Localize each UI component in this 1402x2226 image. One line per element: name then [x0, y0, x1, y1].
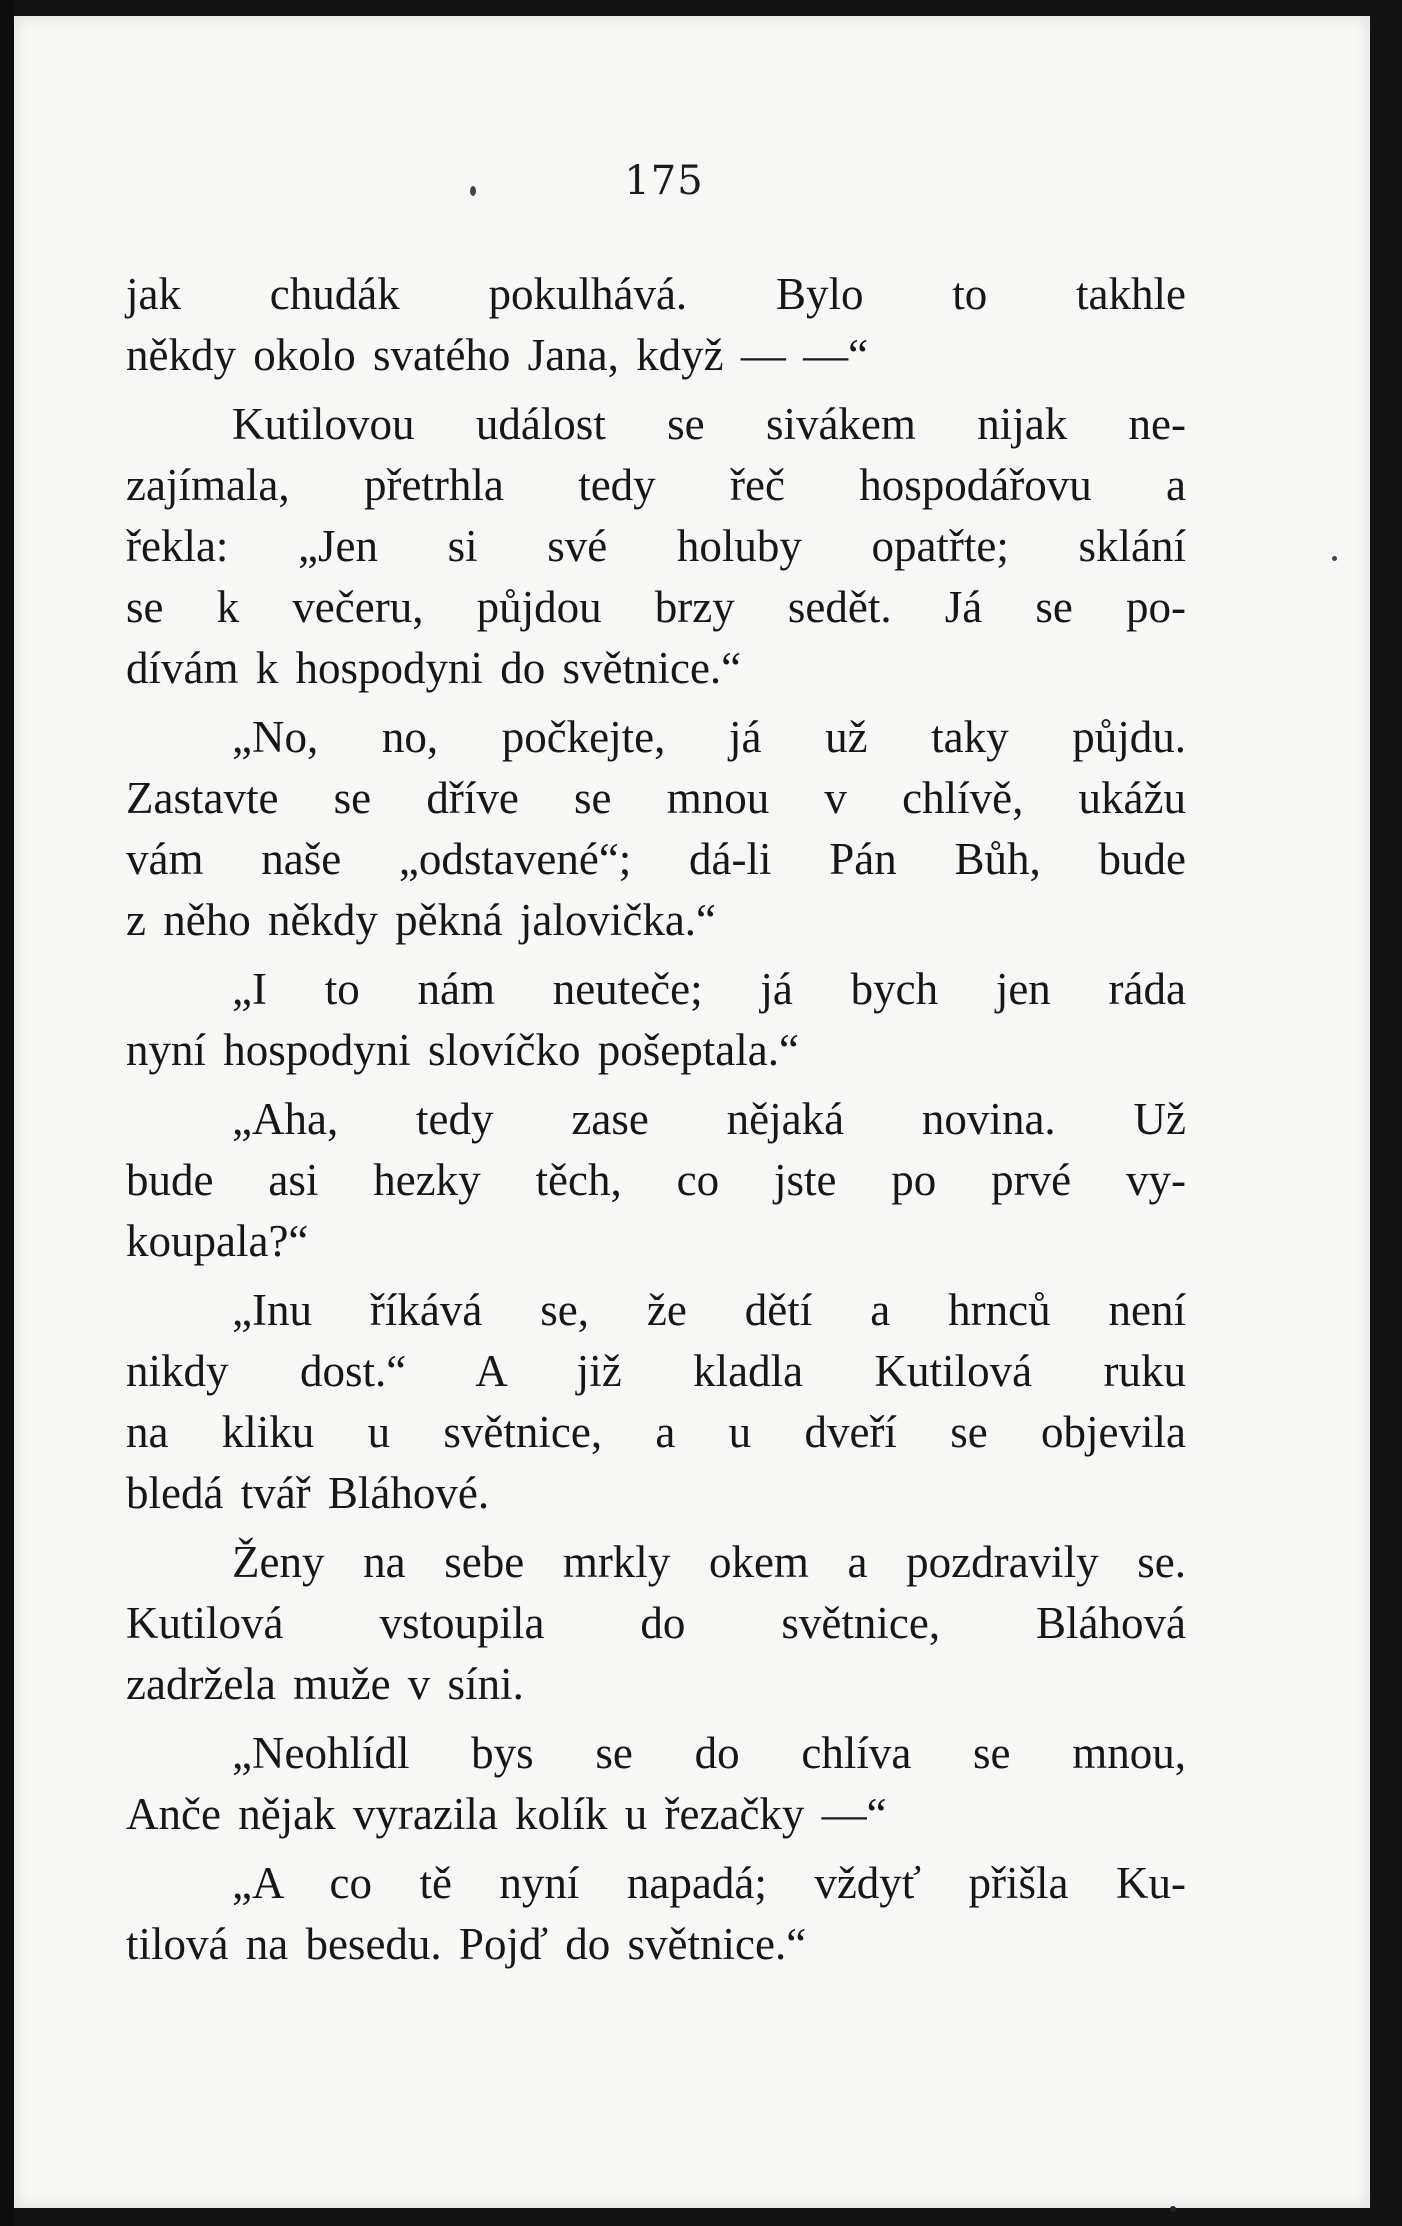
paper-speck — [1332, 556, 1337, 561]
body-text — [126, 264, 1186, 1983]
text-line: bude asi hezky těch, co jste po prvé vy- — [126, 1155, 1186, 1205]
text-line: „I to nám neuteče; já bych jen ráda — [232, 964, 1186, 1014]
text-line: koupala?“ — [126, 1216, 309, 1266]
paragraph — [126, 1853, 1186, 1975]
text-line: Ženy na sebe mrkly okem a pozdravily se. — [232, 1537, 1186, 1587]
text-line: nikdy dost.“ A již kladla Kutilová ruku — [126, 1346, 1186, 1396]
paragraph — [126, 707, 1186, 951]
text-line: vám naše „odstavené“; dá-li Pán Bůh, bude — [126, 834, 1186, 884]
paper-speck — [470, 186, 476, 196]
text-line: bledá tvář Bláhové. — [126, 1468, 490, 1518]
text-line: zadržela muže v síni. — [126, 1659, 524, 1709]
paragraph — [126, 264, 1186, 386]
paragraph — [126, 1280, 1186, 1524]
text-line: Kutilová vstoupila do světnice, Bláhová — [126, 1598, 1186, 1648]
paragraph — [126, 1723, 1186, 1845]
text-line: na kliku u světnice, a u dveří se objevila — [126, 1407, 1186, 1457]
text-line: „No, no, počkejte, já už taky půjdu. — [232, 712, 1186, 762]
text-line: řekla: „Jen si své holuby opatřte; sklání — [126, 521, 1186, 571]
paragraph — [126, 394, 1186, 699]
paper-speck — [1170, 2206, 1176, 2212]
paragraph — [126, 959, 1186, 1081]
text-line: tilová na besedu. Pojď do světnice.“ — [126, 1919, 807, 1969]
paragraph — [126, 1532, 1186, 1715]
text-line: „Inu říkává se, že dětí a hrnců není — [232, 1285, 1186, 1335]
text-line: „Aha, tedy zase nějaká novina. Už — [232, 1094, 1186, 1144]
text-line: se k večeru, půjdou brzy sedět. Já se po- — [126, 582, 1186, 632]
text-line: z něho někdy pěkná jalovička.“ — [126, 895, 717, 945]
page-number: 175 — [624, 158, 704, 204]
text-line: nyní hospodyni slovíčko pošeptala.“ — [126, 1025, 799, 1075]
text-line: někdy okolo svatého Jana, když — —“ — [126, 330, 869, 380]
book-page — [14, 16, 1370, 2208]
paragraph — [126, 1089, 1186, 1272]
text-line: zajímala, přetrhla tedy řeč hospodářovu a — [126, 460, 1186, 510]
text-line: jak chudák pokulhává. Bylo to takhle — [126, 269, 1186, 319]
text-line: Kutilovou událost se sivákem nijak ne- — [232, 399, 1186, 449]
text-line: Zastavte se dříve se mnou v chlívě, ukážu — [126, 773, 1186, 823]
text-line: dívám k hospodyni do světnice.“ — [126, 643, 742, 693]
text-line: Anče nějak vyrazila kolík u řezačky —“ — [126, 1789, 887, 1839]
text-line: „Neohlídl bys se do chlíva se mnou, — [232, 1728, 1186, 1778]
binding-edge-mark — [0, 0, 14, 2226]
text-line: „A co tě nyní napadá; vždyť přišla Ku- — [232, 1858, 1186, 1908]
